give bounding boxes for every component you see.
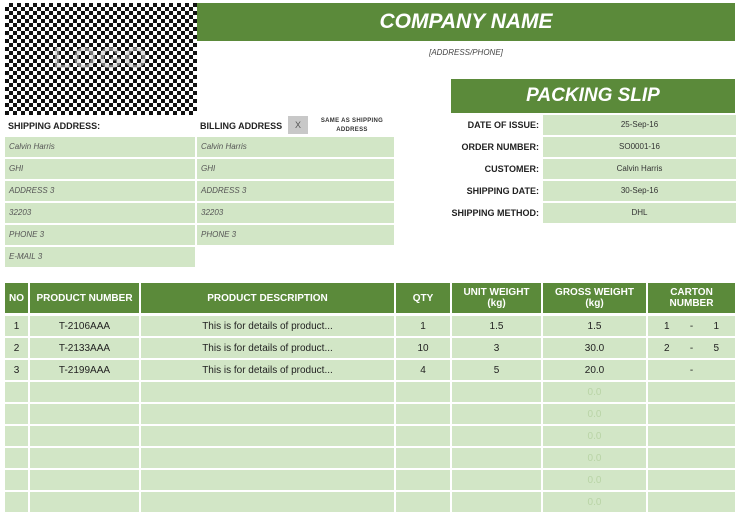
col-header-qty: QTY bbox=[396, 283, 450, 313]
table-cell-description[interactable]: This is for details of product... bbox=[141, 338, 394, 358]
table-cell-no[interactable]: 3 bbox=[5, 360, 28, 380]
col-header-gross-weight-line2: (kg) bbox=[585, 298, 604, 309]
document-title: PACKING SLIP bbox=[526, 85, 660, 106]
billing-address-label: BILLING ADDRESS bbox=[200, 121, 283, 131]
table-cell-gross-weight: 30.0 bbox=[543, 338, 646, 358]
table-cell-no[interactable]: 2 bbox=[5, 338, 28, 358]
customer-value[interactable]: Calvin Harris bbox=[543, 159, 736, 179]
table-cell-qty[interactable] bbox=[396, 470, 450, 490]
table-cell-gross-weight: 0.0 bbox=[543, 448, 646, 468]
table-cell-carton-number[interactable] bbox=[648, 382, 735, 402]
customer-label: CUSTOMER: bbox=[484, 164, 539, 174]
col-header-unit-weight bbox=[452, 283, 541, 313]
carton-dash: - bbox=[689, 320, 694, 332]
table-cell-carton-number[interactable] bbox=[648, 404, 735, 424]
table-cell-qty[interactable] bbox=[396, 448, 450, 468]
carton-to: 5 bbox=[713, 342, 719, 354]
table-cell-unit-weight[interactable] bbox=[452, 492, 541, 512]
company-logo bbox=[5, 3, 197, 115]
table-cell-description[interactable] bbox=[141, 470, 394, 490]
table-cell-product-number[interactable] bbox=[30, 448, 139, 468]
table-cell-unit-weight[interactable]: 5 bbox=[452, 360, 541, 380]
packing-slip-banner bbox=[451, 79, 735, 113]
table-cell-qty[interactable] bbox=[396, 426, 450, 446]
col-header-product-number: PRODUCT NUMBER bbox=[30, 283, 139, 313]
shipping-phone-field[interactable]: PHONE 3 bbox=[5, 225, 195, 245]
table-cell-product-number[interactable]: T-2199AAA bbox=[30, 360, 139, 380]
col-header-description: PRODUCT DESCRIPTION bbox=[141, 283, 394, 313]
col-header-unit-weight-line2: (kg) bbox=[487, 298, 506, 309]
shipping-address-field[interactable]: ADDRESS 3 bbox=[5, 181, 195, 201]
table-cell-unit-weight[interactable] bbox=[452, 426, 541, 446]
table-cell-gross-weight: 0.0 bbox=[543, 426, 646, 446]
shipping-date-value[interactable]: 30-Sep-16 bbox=[543, 181, 736, 201]
carton-dash: - bbox=[689, 364, 694, 376]
table-cell-unit-weight[interactable] bbox=[452, 448, 541, 468]
company-address-phone: [ADDRESS/PHONE] bbox=[429, 48, 503, 57]
shipping-company-field[interactable]: GHI bbox=[5, 159, 195, 179]
table-cell-description[interactable] bbox=[141, 426, 394, 446]
table-cell-qty[interactable] bbox=[396, 382, 450, 402]
order-number-value[interactable]: SO0001-16 bbox=[543, 137, 736, 157]
table-cell-no[interactable]: 1 bbox=[5, 316, 28, 336]
billing-company-field[interactable]: GHI bbox=[197, 159, 394, 179]
table-cell-unit-weight[interactable] bbox=[452, 470, 541, 490]
date-of-issue-value[interactable]: 25-Sep-16 bbox=[543, 115, 736, 135]
table-cell-gross-weight: 0.0 bbox=[543, 382, 646, 402]
company-name: COMPANY NAME bbox=[379, 10, 553, 33]
shipping-email-field[interactable]: E-MAIL 3 bbox=[5, 247, 195, 267]
table-cell-gross-weight: 1.5 bbox=[543, 316, 646, 336]
same-as-shipping-checkbox[interactable]: X bbox=[288, 116, 308, 134]
table-cell-carton-number[interactable] bbox=[648, 316, 735, 336]
table-cell-description[interactable] bbox=[141, 404, 394, 424]
col-header-unit-weight-line1: UNIT WEIGHT bbox=[463, 287, 530, 298]
shipping-date-label: SHIPPING DATE: bbox=[466, 186, 539, 196]
table-cell-product-number[interactable]: T-2106AAA bbox=[30, 316, 139, 336]
date-of-issue-label: DATE OF ISSUE: bbox=[467, 120, 539, 130]
col-header-carton-line2: NUMBER bbox=[669, 298, 714, 309]
billing-phone-field[interactable]: PHONE 3 bbox=[197, 225, 394, 245]
col-header-carton-number bbox=[648, 283, 735, 313]
shipping-method-label: SHIPPING METHOD: bbox=[451, 208, 539, 218]
table-cell-qty[interactable]: 10 bbox=[396, 338, 450, 358]
table-cell-no[interactable] bbox=[5, 470, 28, 490]
carton-dash: - bbox=[689, 342, 694, 354]
table-cell-unit-weight[interactable] bbox=[452, 382, 541, 402]
table-cell-product-number[interactable] bbox=[30, 382, 139, 402]
table-cell-unit-weight[interactable] bbox=[452, 404, 541, 424]
table-cell-qty[interactable]: 1 bbox=[396, 316, 450, 336]
table-cell-gross-weight: 20.0 bbox=[543, 360, 646, 380]
table-cell-description[interactable] bbox=[141, 492, 394, 512]
table-cell-product-number[interactable] bbox=[30, 426, 139, 446]
table-cell-unit-weight[interactable]: 3 bbox=[452, 338, 541, 358]
table-cell-carton-number[interactable] bbox=[648, 338, 735, 358]
company-name-banner bbox=[197, 3, 735, 41]
carton-from: 1 bbox=[664, 320, 670, 332]
table-cell-no[interactable] bbox=[5, 492, 28, 512]
table-cell-qty[interactable] bbox=[396, 492, 450, 512]
table-cell-qty[interactable]: 4 bbox=[396, 360, 450, 380]
table-cell-carton-number[interactable] bbox=[648, 426, 735, 446]
order-number-label: ORDER NUMBER: bbox=[461, 142, 539, 152]
table-cell-no[interactable] bbox=[5, 404, 28, 424]
same-as-shipping-line1: SAME AS SHIPPING bbox=[320, 118, 384, 124]
same-as-shipping-line2: ADDRESS bbox=[336, 127, 368, 133]
table-cell-unit-weight[interactable]: 1.5 bbox=[452, 316, 541, 336]
shipping-name-field[interactable]: Calvin Harris bbox=[5, 137, 195, 157]
table-cell-qty[interactable] bbox=[396, 404, 450, 424]
table-cell-product-number[interactable] bbox=[30, 492, 139, 512]
table-cell-product-number[interactable] bbox=[30, 404, 139, 424]
table-cell-gross-weight: 0.0 bbox=[543, 492, 646, 512]
table-cell-no[interactable] bbox=[5, 382, 28, 402]
table-cell-product-number[interactable] bbox=[30, 470, 139, 490]
carton-from: 2 bbox=[664, 342, 670, 354]
shipping-method-value[interactable]: DHL bbox=[543, 203, 736, 223]
billing-name-field[interactable]: Calvin Harris bbox=[197, 137, 394, 157]
table-cell-no[interactable] bbox=[5, 426, 28, 446]
carton-to: 1 bbox=[713, 320, 719, 332]
table-cell-carton-number[interactable] bbox=[648, 492, 735, 512]
table-cell-gross-weight: 0.0 bbox=[543, 404, 646, 424]
table-cell-carton-number[interactable] bbox=[648, 360, 735, 380]
billing-address-field[interactable]: ADDRESS 3 bbox=[197, 181, 394, 201]
table-cell-description[interactable] bbox=[141, 448, 394, 468]
table-cell-carton-number[interactable] bbox=[648, 448, 735, 468]
table-cell-no[interactable] bbox=[5, 448, 28, 468]
logo-text: LOGO bbox=[52, 42, 150, 75]
col-header-carton-line1: CARTON bbox=[670, 287, 713, 298]
shipping-zip-field[interactable]: 32203 bbox=[5, 203, 195, 223]
table-cell-description[interactable] bbox=[141, 382, 394, 402]
col-header-gross-weight-line1: GROSS WEIGHT bbox=[555, 287, 634, 298]
col-header-gross-weight bbox=[543, 283, 646, 313]
shipping-address-label: SHIPPING ADDRESS: bbox=[8, 121, 101, 131]
table-cell-description[interactable]: This is for details of product... bbox=[141, 316, 394, 336]
table-cell-carton-number[interactable] bbox=[648, 470, 735, 490]
billing-zip-field[interactable]: 32203 bbox=[197, 203, 394, 223]
table-cell-gross-weight: 0.0 bbox=[543, 470, 646, 490]
table-cell-description[interactable]: This is for details of product... bbox=[141, 360, 394, 380]
table-cell-product-number[interactable]: T-2133AAA bbox=[30, 338, 139, 358]
col-header-no: NO bbox=[5, 283, 28, 313]
same-as-shipping-label bbox=[312, 117, 392, 135]
